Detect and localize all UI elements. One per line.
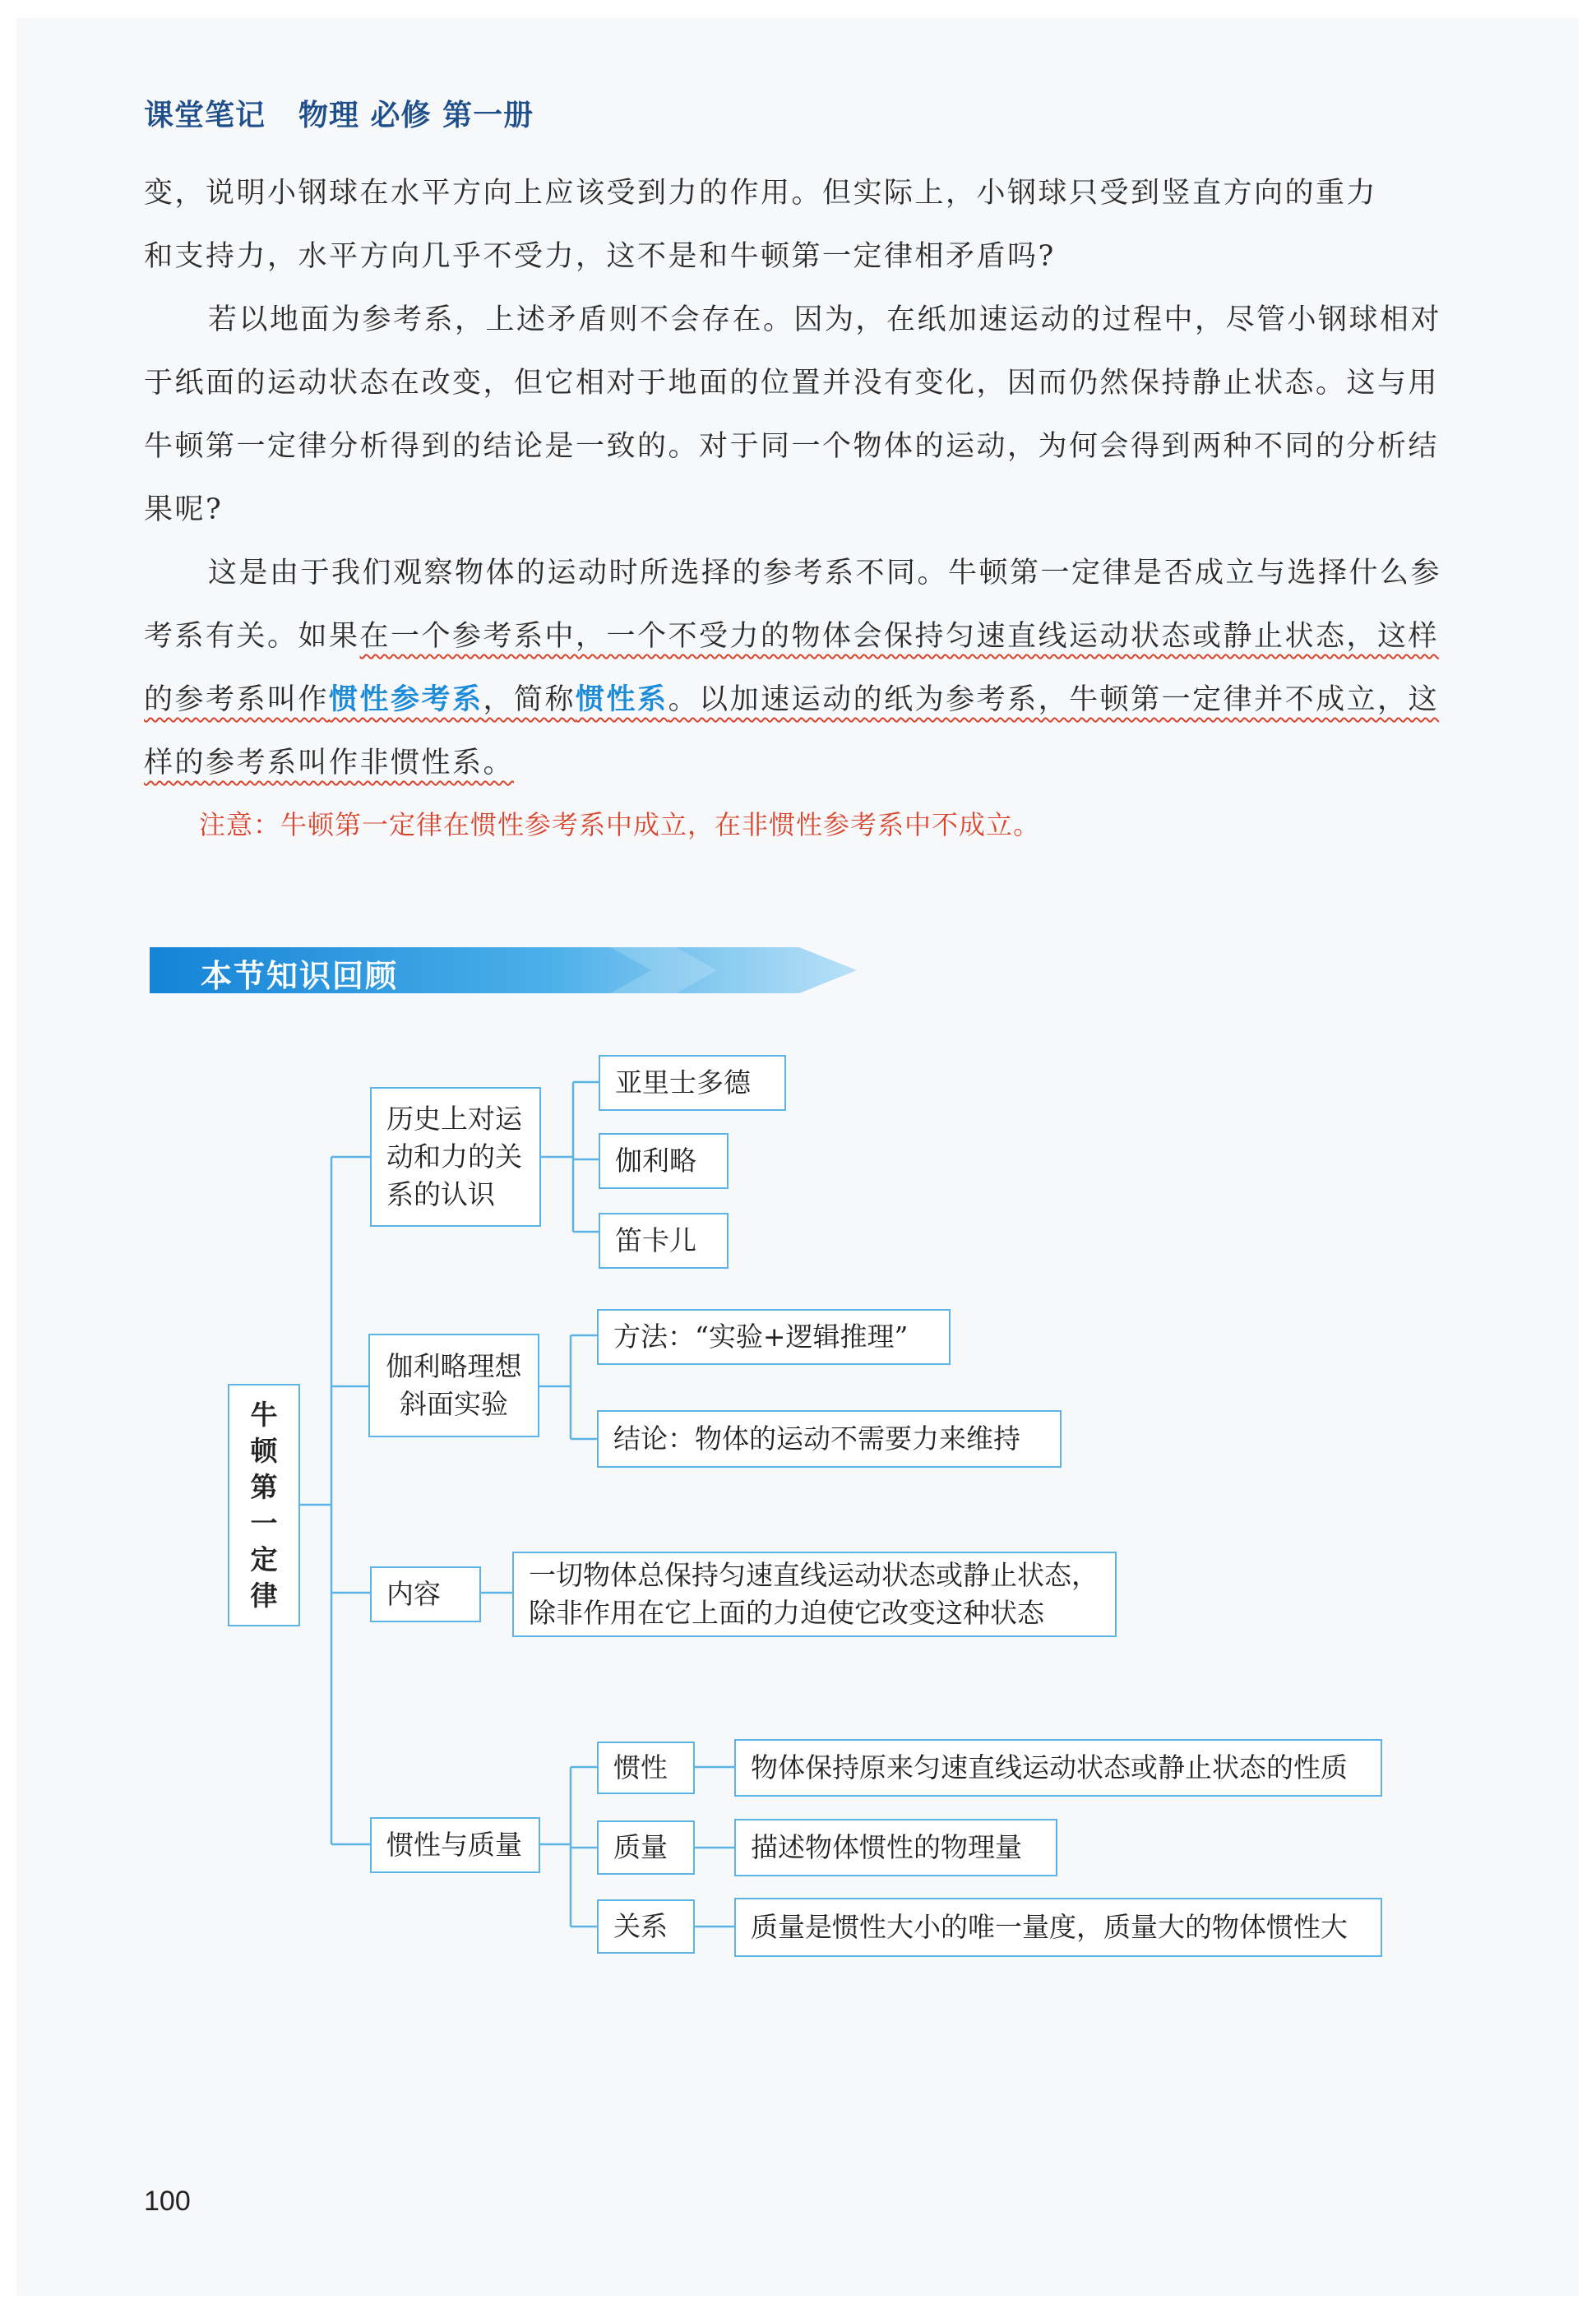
history-line-2: 动和力的关 <box>386 1140 522 1173</box>
method-node: 方法：“实验+逻辑推理” <box>597 1309 951 1365</box>
term-inertial-reference-frame: 惯性参考系 <box>329 683 483 716</box>
galileo-node: 伽利略 <box>599 1133 729 1189</box>
paragraph-1-line-1: 变，说明小钢球在水平方向上应该受到力的作用。但实际上，小钢球只受到竖直方向的重力 <box>144 177 1378 210</box>
galileo-experiment-node <box>368 1334 539 1437</box>
inertia-mass-node: 惯性与质量 <box>370 1817 540 1873</box>
paragraph-3-intro: 这是由于我们观察物体的运动时所选择的参考系不同。牛顿第一定律是否成立与选择什么参考系有关。如果 <box>144 557 1442 653</box>
history-node <box>370 1087 541 1227</box>
inertia-key-node: 惯性 <box>597 1742 695 1794</box>
content-text-line-2: 除非作用在它上面的力迫使它改变这种状态 <box>529 1597 1044 1629</box>
definition-text: 在一个参考系中，一个不受力的物体会保持匀速直线运动状态或静止状态，这样的参考系叫作 <box>144 620 1440 716</box>
header-book: 课堂笔记 <box>144 99 266 132</box>
relation-value-node: 质量是惯性大小的唯一量度，质量大的物体惯性大 <box>734 1898 1382 1957</box>
paragraph-1-line-2: 和支持力，水平方向几乎不受力，这不是和牛顿第一定律相矛盾吗? <box>144 240 1056 273</box>
aristotle-node: 亚里士多德 <box>599 1055 786 1111</box>
content-node: 内容 <box>370 1566 481 1622</box>
content-text-line-1: 一切物体总保持匀速直线运动状态或静止状态， <box>529 1559 1099 1591</box>
root-char-5: 定 <box>250 1543 278 1575</box>
inertia-value-node: 物体保持原来匀速直线运动状态或静止状态的性质 <box>734 1739 1382 1797</box>
content-text-node <box>512 1552 1117 1637</box>
banner-title: 本节知识回顾 <box>201 958 399 994</box>
root-char-2: 顿 <box>250 1434 278 1467</box>
galileo-experiment-line-1: 伽利略理想 <box>386 1350 522 1382</box>
note: 注意：牛顿第一定律在惯性参考系中成立，在非惯性参考系中不成立。 <box>199 809 1041 840</box>
mass-key-node: 质量 <box>597 1820 695 1875</box>
root-node <box>228 1384 300 1626</box>
history-line-3: 系的认识 <box>386 1178 495 1210</box>
root-char-3: 第 <box>250 1470 278 1503</box>
root-char-6: 律 <box>250 1579 278 1612</box>
page-number: 100 <box>144 2186 191 2217</box>
term-inertial-frame: 惯性系 <box>576 683 668 716</box>
paragraph-2-text: 若以地面为参考系，上述矛盾则不会存在。因为，在纸加速运动的过程中，尽管小钢球相对于纸面的运动状态在改变，但它相对于地面的位置并没有变化，因而仍然保持静止状态。这与用牛顿第一定律分析得到的结论是一致的。对于同一个物体的运动，为何会得到两种不同的分析结果呢? <box>144 303 1442 526</box>
relation-key-node: 关系 <box>597 1899 695 1954</box>
root-char-1: 牛 <box>250 1398 278 1431</box>
conclusion-node: 结论：物体的运动不需要力来维持 <box>597 1410 1062 1468</box>
galileo-experiment-line-2: 斜面实验 <box>400 1388 508 1420</box>
header-subject: 物理 必修 第一册 <box>298 99 534 132</box>
descartes-node: 笛卡儿 <box>599 1213 729 1269</box>
definition-tail: 。以加速运动的纸为参考系，牛顿第一定律并不成立，这样的参考系叫作非惯性系。 <box>144 683 1440 779</box>
definition-connector: ，简称 <box>483 683 576 716</box>
root-char-4: 一 <box>250 1506 278 1539</box>
mass-value-node: 描述物体惯性的物理量 <box>734 1819 1057 1876</box>
history-line-1: 历史上对运 <box>386 1103 522 1135</box>
